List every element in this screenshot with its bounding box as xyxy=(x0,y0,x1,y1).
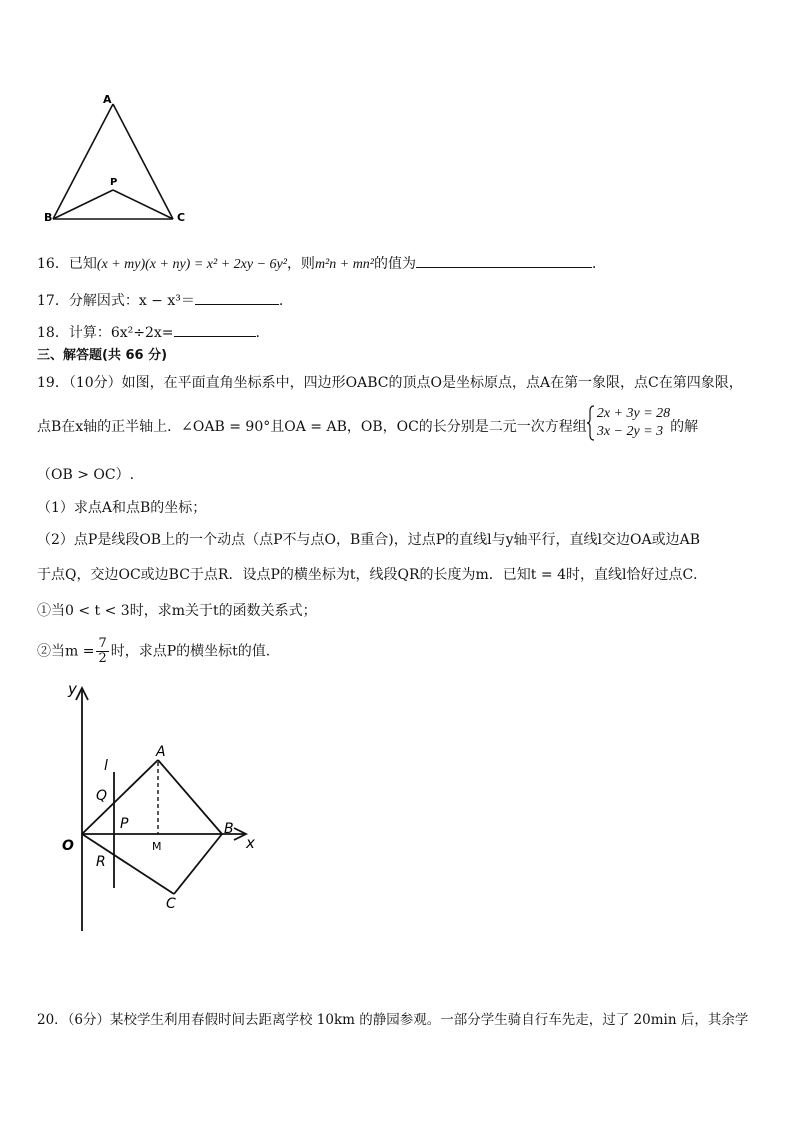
q19-sub2 xyxy=(37,637,270,666)
label-p: P xyxy=(110,177,118,188)
label-r: R xyxy=(96,854,106,870)
fraction-seven-halves xyxy=(96,637,108,666)
q16-tail: 的值为 xyxy=(374,256,416,272)
q19-sub2b: 时，求点P的横坐标t的值. xyxy=(110,643,271,660)
label-m: M xyxy=(152,840,162,853)
fraction-numerator: 7 xyxy=(98,636,107,651)
q19-part2a: （2）点P是线段OB上的一个动点（点P不与点O，B重合)，过点P的直线l与y轴平行，直线l交边OA或边AB xyxy=(37,532,701,548)
equation-system xyxy=(587,405,670,441)
label-y: y xyxy=(68,680,77,698)
label-o: O xyxy=(62,838,74,854)
label-c: C xyxy=(166,896,176,912)
q19-sub1: ①当0 < t < 3时，求m关于t的函数关系式； xyxy=(37,603,317,619)
q19-line3: （OB > OC）. xyxy=(37,467,135,483)
label-c: C xyxy=(177,211,186,224)
q16-end: ． xyxy=(592,256,606,272)
q16-expression: (x + my)(x + ny) = x² + 2xy − 6y² xyxy=(96,257,287,272)
question-20: 20．（6分）某校学生利用春假时间去距离学校 10km 的静园参观。一部分学生骑自行车先走，过了 20min 后，其余学 xyxy=(37,1012,749,1028)
q18-end: . xyxy=(255,325,260,341)
q19-line2 xyxy=(37,406,699,441)
q16-mid: ，则 xyxy=(286,256,315,272)
label-x: x xyxy=(246,834,255,852)
question-17 xyxy=(37,290,283,311)
q19-line1: 19．（10分）如图，在平面直角坐标系中，四边形OABC的顶点O是坐标原点，点A在第一象限，点C在第四象限， xyxy=(37,375,743,391)
answer-blank[interactable] xyxy=(416,253,592,268)
coordinate-figure xyxy=(50,676,270,936)
q19-part2b: 于点Q，交边OC或边BC于点R．设点P的横坐标为t，线段QR的长度为m．已知t = 4时，直线l恰好过点C． xyxy=(37,567,708,583)
q16-target: m²n + mn² xyxy=(314,257,374,272)
section-heading: 三、解答题(共 66 分) xyxy=(37,348,168,363)
q17-text: 17．分解因式：x − x³＝ xyxy=(37,293,195,309)
label-q: Q xyxy=(96,788,108,804)
q19-line2a: 点B在x轴的正半轴上．∠OAB = 90°且OA = AB，OB，OC的长分别是二元一次方程组 xyxy=(37,419,587,435)
question-16 xyxy=(37,253,606,275)
label-b: B xyxy=(224,821,234,837)
q16-number: 16．已知 xyxy=(37,256,97,272)
fraction-denominator: 2 xyxy=(98,651,107,666)
answer-blank[interactable] xyxy=(174,322,256,337)
triangle-figure xyxy=(40,90,200,230)
q19-part1: （1）求点A和点B的坐标； xyxy=(37,500,207,516)
label-b: B xyxy=(44,211,53,224)
question-18 xyxy=(37,322,260,343)
label-a: A xyxy=(103,93,112,106)
equation-2: 3x − 2y = 3 xyxy=(596,424,664,439)
answer-blank[interactable] xyxy=(195,290,279,305)
label-l: l xyxy=(104,758,108,774)
q17-end: . xyxy=(278,293,284,309)
q19-sub2a: ②当m = xyxy=(37,643,95,660)
label-a: A xyxy=(156,744,166,760)
equation-1: 2x + 3y = 28 xyxy=(596,406,671,421)
q19-line2b: 的解 xyxy=(670,419,699,435)
q18-text: 18．计算：6x²÷2x= xyxy=(37,325,174,341)
label-p: P xyxy=(120,816,129,832)
